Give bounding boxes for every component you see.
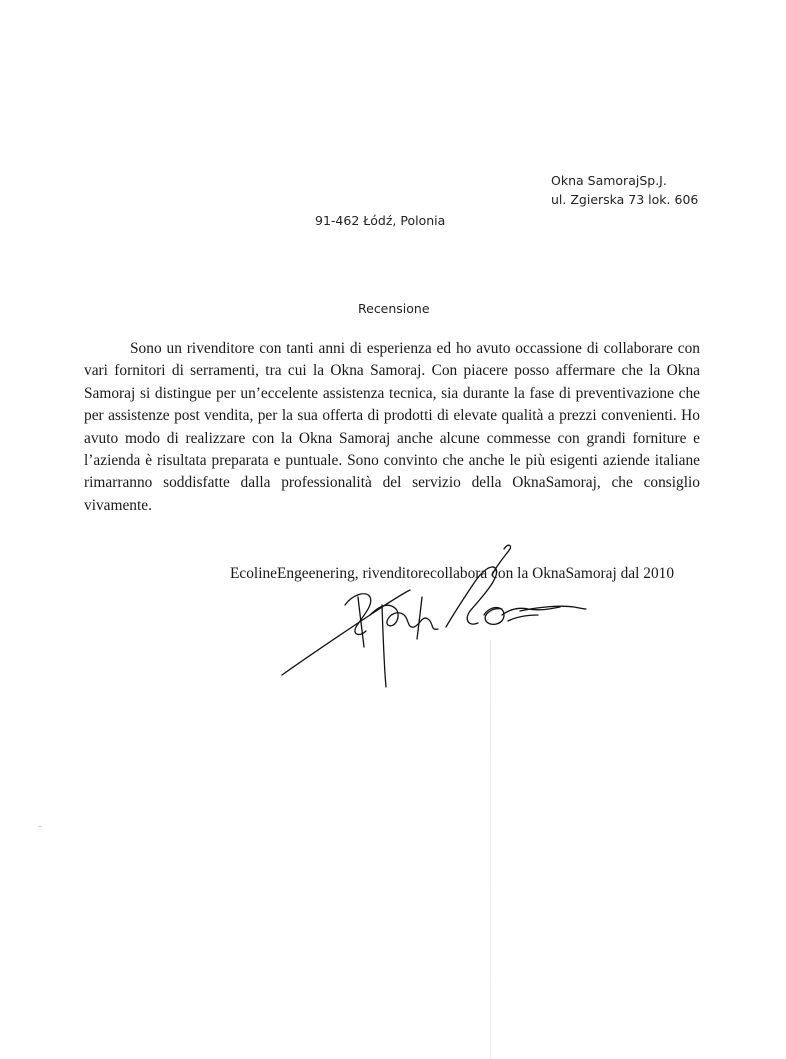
recipient-street: ul. Zgierska 73 lok. 606 [551,192,699,207]
letter-title: Recensione [358,301,430,316]
handwritten-signature [270,535,590,700]
recipient-company: Okna SamorajSp.J. [551,173,667,188]
body-paragraph: Sono un rivenditore con tanti anni di esperienza ed ho avuto occassione di collaborare con vari fornitori di serramenti, tra cui la Okna Samoraj. Con piacere posso affermare che la Okna Samoraj si distingue per un’eccelente assistenza tecnica, sia durante la fase di preventivazione che per assistenze post vendita, per la sua offerta di prodotti di elevate qualità a prezzi convenienti. Ho avuto modo di realizzare con la Okna Samoraj anche alcune commesse con grandi forniture e l’azienda è risultata preparata e puntuale. Sono convinto che anche le più esigenti aziende italiane rimarranno soddisfatte dalla professionalità del servizio della OknaSamoraj, che consiglio vivamente. [84,340,700,514]
scan-mark [38,826,42,827]
fold-line [490,640,491,1059]
recipient-city: 91-462 Łódź, Polonia [315,213,446,228]
closing-line: EcolineEngeenering, rivenditorecollabora con la OknaSamoraj dal 2010 [230,565,675,582]
letter-body [84,338,700,517]
